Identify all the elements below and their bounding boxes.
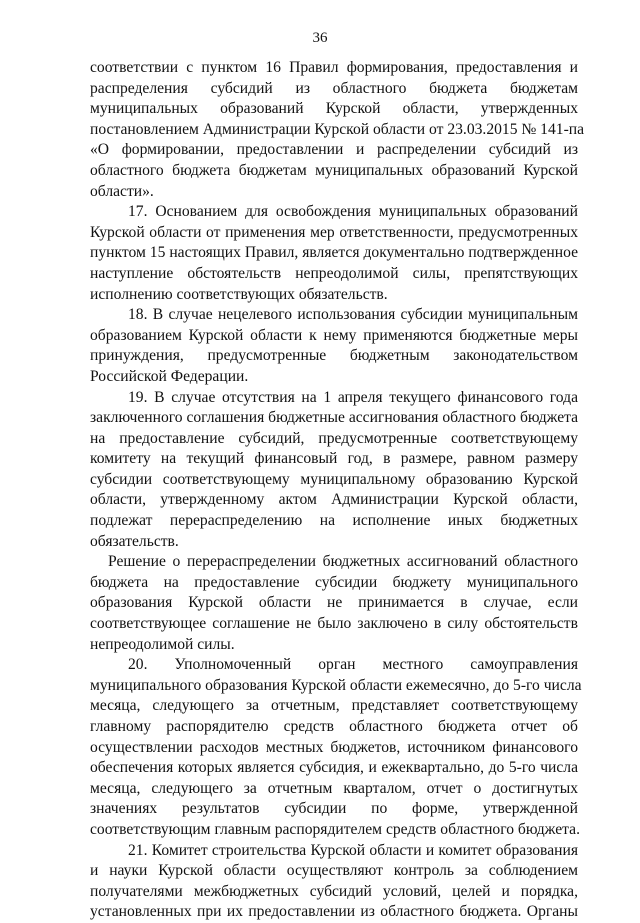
text-line: муниципальных образований Курской области, утвержденных bbox=[90, 100, 578, 118]
text-line: бюджета на предоставление субсидии бюджету муниципального bbox=[90, 573, 578, 591]
text-line: осуществлении расходов местных бюджетов, источником финансового bbox=[90, 738, 578, 756]
text-line: обеспечения которых является субсидия, и ежеквартально, до 5-го числа bbox=[90, 759, 578, 777]
text-line: подлежат перераспределению на исполнение иных бюджетных bbox=[90, 512, 578, 530]
text-line: получателями межбюджетных субсидий условий, целей и порядка, bbox=[90, 882, 578, 900]
text-line: 20. Уполномоченный орган местного самоуправления bbox=[128, 656, 578, 674]
text-line: соответствующим главным распорядителем средств областного бюджета. bbox=[90, 820, 580, 838]
text-line: Решение о перераспределении бюджетных ассигнований областного bbox=[108, 553, 578, 571]
text-line: области, утвержденному актом Администрации Курской области, bbox=[90, 491, 578, 509]
paragraph-6 bbox=[90, 655, 582, 840]
document-body bbox=[90, 58, 585, 923]
text-line: обязательств. bbox=[90, 532, 179, 550]
text-line: принуждения, предусмотренные бюджетным законодательством bbox=[90, 347, 578, 365]
paragraph-2 bbox=[90, 202, 578, 305]
paragraph-5 bbox=[90, 552, 578, 655]
text-line: соответствующее соглашение не было заключено в силу обстоятельств bbox=[90, 615, 578, 633]
text-line: на предоставление субсидий, предусмотренные соответствующему bbox=[90, 429, 578, 447]
text-line: пунктом 15 настоящих Правил, является документально подтвержденное bbox=[90, 244, 578, 262]
text-line: 19. В случае отсутствия на 1 апреля текущего финансового года bbox=[128, 388, 578, 406]
text-line: соответствии с пунктом 16 Правил формирования, предоставления и bbox=[90, 59, 578, 76]
text-line: «О формировании, предоставлении и распределении субсидий из bbox=[90, 141, 578, 159]
text-line: 17. Основанием для освобождения муниципальных образований bbox=[128, 203, 578, 221]
text-line: постановлением Администрации Курской области от 23.03.2015 № 141-па bbox=[90, 120, 585, 138]
text-line: Курской области от применения мер ответственности, предусмотренных bbox=[90, 223, 578, 241]
text-line: заключенного соглашения бюджетные ассигнования областного бюджета bbox=[90, 409, 579, 427]
text-line: комитету на текущий финансовый год, в размере, равном размеру bbox=[90, 450, 578, 468]
text-line: установленных при их предоставлении из областного бюджета. Органы bbox=[90, 903, 578, 921]
text-line: муниципального образования Курской области ежемесячно, до 5-го числа bbox=[90, 676, 582, 694]
page-number: 36 bbox=[312, 30, 328, 46]
text-line: непреодолимой силы. bbox=[90, 635, 235, 653]
text-line: главному распорядителю средств областного бюджета отчет об bbox=[90, 718, 578, 735]
text-line: месяца, следующего за отчетным кварталом, отчет о достигнутых bbox=[90, 779, 578, 797]
text-line: образования Курской области не принимается в случае, если bbox=[90, 594, 578, 612]
text-line: и науки Курской области осуществляют контроль за соблюдением bbox=[90, 862, 578, 880]
text-line: субсидии соответствующему муниципальному образованию Курской bbox=[90, 470, 578, 488]
paragraph-7 bbox=[90, 841, 578, 923]
text-line: Российской Федерации. bbox=[90, 367, 249, 385]
paragraph-1 bbox=[90, 58, 585, 202]
text-line: области». bbox=[90, 182, 154, 200]
text-line: образованием Курской области к нему применяются бюджетные меры bbox=[90, 326, 578, 344]
text-line: месяца, следующего за отчетным, представляет соответствующему bbox=[90, 697, 578, 715]
text-line: 18. В случае нецелевого использования субсидии муниципальным bbox=[128, 306, 578, 324]
text-line: областного бюджета бюджетам муниципальных образований Курской bbox=[90, 161, 578, 179]
text-line: исполнению соответствующих обязательств. bbox=[90, 285, 388, 303]
text-line: распределения субсидий из областного бюджета бюджетам bbox=[90, 79, 578, 97]
paragraph-3 bbox=[90, 305, 578, 387]
text-line: 21. Комитет строительства Курской области и комитет образования bbox=[128, 841, 578, 859]
text-line: значениях результатов субсидии по форме, утвержденной bbox=[90, 800, 578, 818]
text-line: наступление обстоятельств непреодолимой силы, препятствующих bbox=[90, 264, 578, 282]
paragraph-4 bbox=[90, 388, 578, 553]
